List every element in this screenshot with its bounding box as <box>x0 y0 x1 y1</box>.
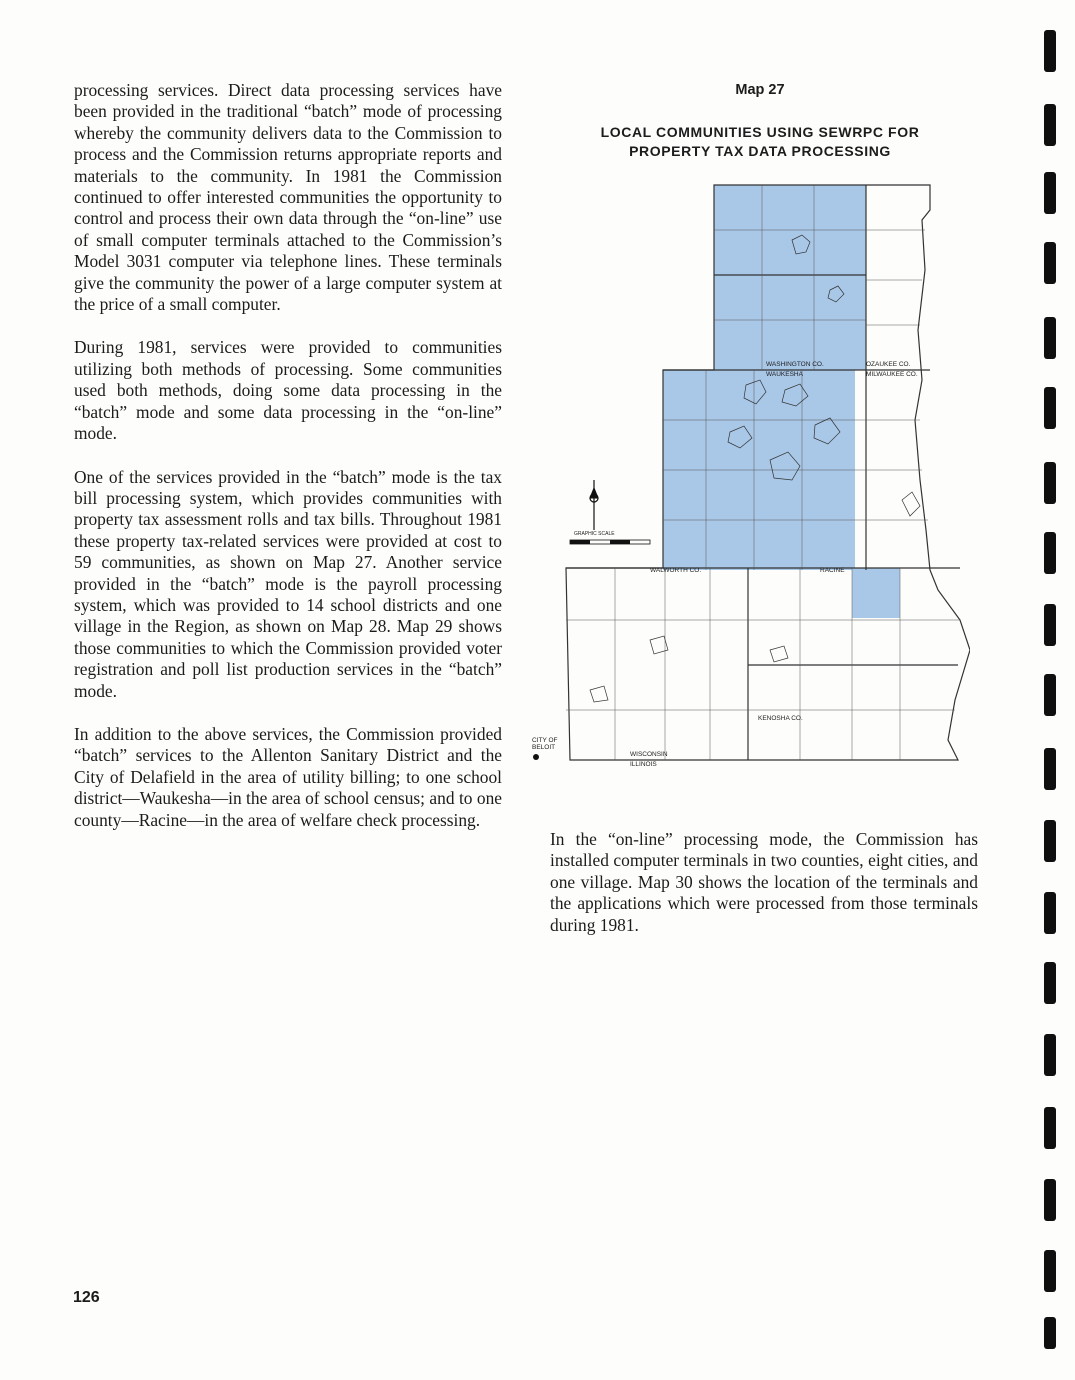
binding-hole <box>1044 532 1056 574</box>
waukesha-county-label: WAUKESHA <box>766 371 803 378</box>
map-number: Map 27 <box>735 82 785 98</box>
illinois-label: ILLINOIS <box>630 761 657 768</box>
map-title-line-1: LOCAL COMMUNITIES USING SEWRPC FOR <box>600 124 920 140</box>
paragraph-data-processing-services: processing services. Direct data processing services have been provided in the traditional “batch” mode of processing whereby the community delivers data to the Commission to process and the Commission returns appropriate reports and materials to the community. In 1981 the Commission continued to offer interested communities the opportunity to control and process their own data through the “on-line” use of small computer terminals attached to the Commission’s Model 3031 computer via telephone lines. These terminals give the community the power of a large computer system at the price of a small computer. <box>74 80 502 315</box>
region-map <box>530 180 970 770</box>
binding-hole <box>1044 104 1056 146</box>
binding-hole <box>1044 242 1056 284</box>
binding-hole <box>1044 462 1056 504</box>
city-of-beloit-marker <box>532 737 559 760</box>
racine-county-label: RACINE <box>820 567 845 574</box>
binding-hole <box>1044 604 1056 646</box>
highlighted-areas <box>663 185 900 618</box>
walworth-county-label: WALWORTH CO. <box>650 567 702 574</box>
scale-label: GRAPHIC SCALE <box>574 531 615 537</box>
left-column <box>74 80 502 853</box>
map-figure <box>530 180 970 770</box>
spiral-binding <box>1044 22 1058 1352</box>
map-title <box>550 123 970 161</box>
milwaukee-south-highlight <box>852 568 900 618</box>
wisconsin-label: WISCONSIN <box>630 751 668 758</box>
city-of-beloit-label: CITY OF BELOIT <box>532 737 558 751</box>
ozaukee-county-label: OZAUKEE CO. <box>866 361 911 368</box>
binding-hole <box>1044 30 1056 72</box>
binding-hole <box>1044 820 1056 862</box>
washington-county-label: WASHINGTON CO. <box>766 361 824 368</box>
kenosha-county-label: KENOSHA CO. <box>758 715 803 722</box>
binding-hole <box>1044 892 1056 934</box>
binding-hole <box>1044 748 1056 790</box>
paragraph-services-1981: During 1981, services were provided to communities utilizing both methods of processing. Some communities used both methods, doing some data processing in the “batch” mode and some data processing in the “on-line” mode. <box>74 337 502 444</box>
binding-hole <box>1044 1317 1056 1349</box>
west-bend-notch-highlight <box>714 275 866 370</box>
right-column <box>550 829 978 936</box>
paragraph-batch-mode-services: One of the services provided in the “batch” mode is the tax bill processing system, which provides communities with property tax assessment rolls and tax bills. Throughout 1981 these property tax-related services were provided at cost to 59 communities, as shown on Map 27. Another service provided in the “batch” mode is the payroll processing system, which was provided to 14 school districts and one village in the Region, as shown on Map 28. Map 29 shows those communities to which the Commission provided voter registration and poll list production services in the “batch” mode. <box>74 466 502 701</box>
graphic-scale <box>570 531 650 544</box>
binding-hole <box>1044 387 1056 429</box>
binding-hole <box>1044 962 1056 1004</box>
north-arrow-icon <box>590 480 598 530</box>
binding-hole <box>1044 1107 1056 1149</box>
binding-hole <box>1044 172 1056 214</box>
binding-hole <box>1044 1250 1056 1292</box>
map-title-line-2: PROPERTY TAX DATA PROCESSING <box>629 143 891 159</box>
page-number: 126 <box>73 1289 100 1306</box>
paragraph-additional-services: In addition to the above services, the Commission provided “batch” services to the Allenton Sanitary District and the City of Delafield in the area of utility billing; to one school district—Waukesha—in the area of school census; and to one county—Racine—in the area of welfare check processing. <box>74 723 502 830</box>
paragraph-online-mode: In the “on-line” processing mode, the Commission has installed computer terminals in two counties, eight cities, and one village. Map 30 shows the location of the terminals and the applications which were processed from those terminals during 1981. <box>550 829 978 935</box>
milwaukee-county-label: MILWAUKEE CO. <box>866 371 918 378</box>
binding-hole <box>1044 1034 1056 1076</box>
binding-hole <box>1044 674 1056 716</box>
binding-hole <box>1044 1179 1056 1221</box>
binding-hole <box>1044 317 1056 359</box>
